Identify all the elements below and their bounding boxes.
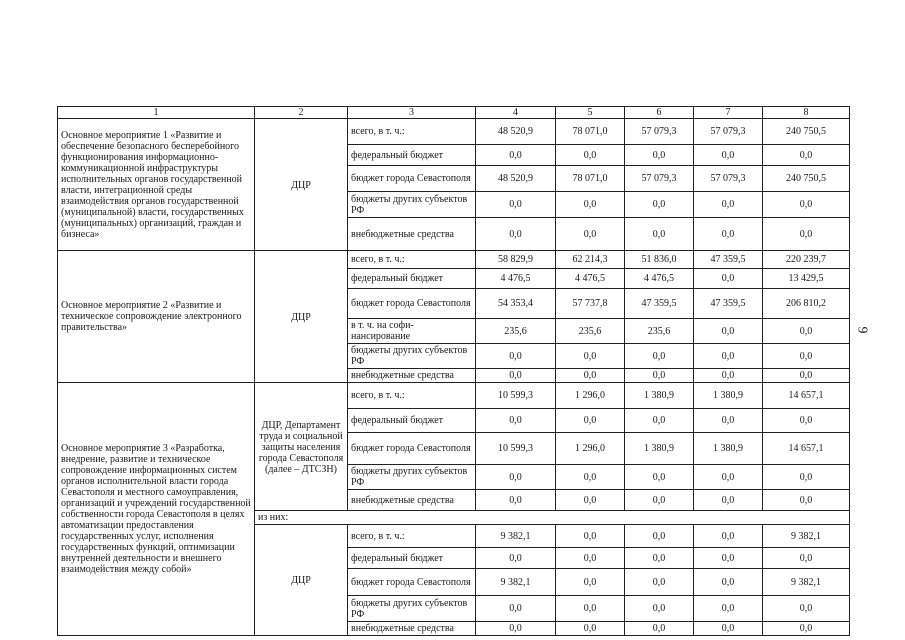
amount-cell: 78 071,0 bbox=[556, 119, 625, 145]
amount-cell: 0,0 bbox=[763, 192, 850, 218]
amount-cell: 62 214,3 bbox=[556, 251, 625, 269]
funding-source: бюджеты других субъектов РФ bbox=[348, 344, 476, 369]
amount-cell: 0,0 bbox=[556, 596, 625, 622]
amount-cell: 1 380,9 bbox=[694, 433, 763, 465]
amount-cell: 1 296,0 bbox=[556, 383, 625, 409]
activity-description: Основное мероприятие 2 «Развитие и техническое сопровождение электронного правительства» bbox=[58, 251, 255, 383]
amount-cell: 10 599,3 bbox=[476, 383, 556, 409]
amount-cell: 14 657,1 bbox=[763, 383, 850, 409]
funding-source: всего, в т. ч.: bbox=[348, 383, 476, 409]
amount-cell: 0,0 bbox=[625, 490, 694, 511]
amount-cell: 9 382,1 bbox=[763, 525, 850, 548]
header-cell: 4 bbox=[476, 107, 556, 119]
amount-cell: 0,0 bbox=[556, 465, 625, 490]
amount-cell: 0,0 bbox=[625, 344, 694, 369]
amount-cell: 0,0 bbox=[556, 548, 625, 569]
amount-cell: 0,0 bbox=[625, 145, 694, 166]
funding-source: федеральный бюджет bbox=[348, 548, 476, 569]
table-row bbox=[58, 251, 850, 269]
amount-cell: 57 079,3 bbox=[694, 119, 763, 145]
amount-cell: 0,0 bbox=[625, 569, 694, 596]
funding-source: всего, в т. ч.: bbox=[348, 251, 476, 269]
amount-cell: 9 382,1 bbox=[763, 569, 850, 596]
amount-cell: 0,0 bbox=[556, 622, 625, 636]
amount-cell: 0,0 bbox=[763, 490, 850, 511]
amount-cell: 0,0 bbox=[763, 369, 850, 383]
amount-cell: 1 296,0 bbox=[556, 433, 625, 465]
amount-cell: 0,0 bbox=[476, 344, 556, 369]
activity-description: Основное мероприятие 3 «Разработка, внедрение, развитие и техническое сопровождение информационных систем органов исполнительной власти города Севастополя и местного самоуправления, организаций и учреждений государственной собственности города Севастополя в целях автоматизации предоставления государственных услуг, исполнения государственных функций, оптимизации внутренней деятельности и внешнего взаимодействия между собой» bbox=[58, 383, 255, 636]
amount-cell: 0,0 bbox=[694, 490, 763, 511]
funding-source: бюджеты других субъектов РФ bbox=[348, 465, 476, 490]
page-number: 9 bbox=[854, 326, 870, 334]
funding-source: федеральный бюджет bbox=[348, 269, 476, 289]
amount-cell: 0,0 bbox=[625, 218, 694, 251]
amount-cell: 0,0 bbox=[694, 269, 763, 289]
amount-cell: 0,0 bbox=[556, 409, 625, 433]
funding-source: федеральный бюджет bbox=[348, 145, 476, 166]
funding-source: бюджет города Севастополя bbox=[348, 289, 476, 319]
funding-source: бюджеты других субъектов РФ bbox=[348, 596, 476, 622]
amount-cell: 1 380,9 bbox=[625, 433, 694, 465]
header-cell: 2 bbox=[255, 107, 348, 119]
amount-cell: 57 079,3 bbox=[625, 166, 694, 192]
amount-cell: 0,0 bbox=[763, 548, 850, 569]
amount-cell: 220 239,7 bbox=[763, 251, 850, 269]
amount-cell: 0,0 bbox=[476, 490, 556, 511]
funding-source: внебюджетные средства bbox=[348, 622, 476, 636]
executor: ДЦР bbox=[255, 119, 348, 251]
funding-source: федеральный бюджет bbox=[348, 409, 476, 433]
amount-cell: 235,6 bbox=[476, 319, 556, 344]
amount-cell: 0,0 bbox=[476, 409, 556, 433]
amount-cell: 0,0 bbox=[556, 490, 625, 511]
activity-description: Основное мероприятие 1 «Развитие и обеспечение безопасного бесперебойного функционирования информационно-коммуникационной инфраструктуры исполнительных органов государственной власти, интеграционной среды взаимодействия органов государственной (муниципальной) власти, государственных (муниципальных) организаций, граждан и бизнеса» bbox=[58, 119, 255, 251]
funding-source: внебюджетные средства bbox=[348, 369, 476, 383]
amount-cell: 0,0 bbox=[556, 192, 625, 218]
header-cell: 1 bbox=[58, 107, 255, 119]
executor: ДЦР bbox=[255, 525, 348, 636]
amount-cell: 0,0 bbox=[694, 525, 763, 548]
amount-cell: 0,0 bbox=[763, 465, 850, 490]
funding-source: бюджет города Севастополя bbox=[348, 569, 476, 596]
funding-source: внебюджетные средства bbox=[348, 218, 476, 251]
funding-source: бюджет города Севастополя bbox=[348, 433, 476, 465]
amount-cell: 0,0 bbox=[694, 569, 763, 596]
header-cell: 8 bbox=[763, 107, 850, 119]
amount-cell: 13 429,5 bbox=[763, 269, 850, 289]
header-row bbox=[58, 107, 850, 119]
amount-cell: 0,0 bbox=[763, 218, 850, 251]
amount-cell: 240 750,5 bbox=[763, 119, 850, 145]
amount-cell: 48 520,9 bbox=[476, 119, 556, 145]
amount-cell: 57 737,8 bbox=[556, 289, 625, 319]
amount-cell: 1 380,9 bbox=[625, 383, 694, 409]
amount-cell: 47 359,5 bbox=[694, 289, 763, 319]
funding-source: в т. ч. на софи-нансирование bbox=[348, 319, 476, 344]
amount-cell: 0,0 bbox=[476, 145, 556, 166]
amount-cell: 4 476,5 bbox=[476, 269, 556, 289]
amount-cell: 0,0 bbox=[625, 409, 694, 433]
header-cell: 3 bbox=[348, 107, 476, 119]
header-cell: 7 bbox=[694, 107, 763, 119]
amount-cell: 0,0 bbox=[694, 465, 763, 490]
amount-cell: 47 359,5 bbox=[625, 289, 694, 319]
amount-cell: 47 359,5 bbox=[694, 251, 763, 269]
header-cell: 6 bbox=[625, 107, 694, 119]
amount-cell: 57 079,3 bbox=[625, 119, 694, 145]
amount-cell: 0,0 bbox=[694, 596, 763, 622]
amount-cell: 0,0 bbox=[694, 192, 763, 218]
amount-cell: 9 382,1 bbox=[476, 569, 556, 596]
amount-cell: 0,0 bbox=[625, 596, 694, 622]
amount-cell: 0,0 bbox=[476, 465, 556, 490]
amount-cell: 0,0 bbox=[694, 548, 763, 569]
amount-cell: 58 829,9 bbox=[476, 251, 556, 269]
amount-cell: 57 079,3 bbox=[694, 166, 763, 192]
amount-cell: 51 836,0 bbox=[625, 251, 694, 269]
amount-cell: 0,0 bbox=[763, 409, 850, 433]
amount-cell: 0,0 bbox=[476, 596, 556, 622]
amount-cell: 0,0 bbox=[625, 548, 694, 569]
amount-cell: 0,0 bbox=[556, 344, 625, 369]
amount-cell: 0,0 bbox=[694, 145, 763, 166]
amount-cell: 0,0 bbox=[556, 369, 625, 383]
amount-cell: 14 657,1 bbox=[763, 433, 850, 465]
amount-cell: 4 476,5 bbox=[556, 269, 625, 289]
amount-cell: 48 520,9 bbox=[476, 166, 556, 192]
amount-cell: 0,0 bbox=[694, 369, 763, 383]
budget-table bbox=[57, 106, 850, 636]
amount-cell: 0,0 bbox=[694, 409, 763, 433]
amount-cell: 0,0 bbox=[694, 319, 763, 344]
amount-cell: 9 382,1 bbox=[476, 525, 556, 548]
amount-cell: 78 071,0 bbox=[556, 166, 625, 192]
funding-source: внебюджетные средства bbox=[348, 490, 476, 511]
amount-cell: 206 810,2 bbox=[763, 289, 850, 319]
amount-cell: 0,0 bbox=[625, 465, 694, 490]
amount-cell: 235,6 bbox=[625, 319, 694, 344]
amount-cell: 0,0 bbox=[694, 622, 763, 636]
header-cell: 5 bbox=[556, 107, 625, 119]
amount-cell: 0,0 bbox=[763, 145, 850, 166]
amount-cell: 1 380,9 bbox=[694, 383, 763, 409]
amount-cell: 10 599,3 bbox=[476, 433, 556, 465]
executor: ДЦР bbox=[255, 251, 348, 383]
amount-cell: 235,6 bbox=[556, 319, 625, 344]
amount-cell: 0,0 bbox=[625, 622, 694, 636]
amount-cell: 0,0 bbox=[476, 548, 556, 569]
amount-cell: 0,0 bbox=[556, 145, 625, 166]
table-row bbox=[58, 119, 850, 145]
executor: ДЦР, Департамент труда и социальной защиты населения города Севастополя (далее – ДТСЗН) bbox=[255, 383, 348, 511]
funding-source: бюджеты других субъектов РФ bbox=[348, 192, 476, 218]
funding-source: бюджет города Севастополя bbox=[348, 166, 476, 192]
amount-cell: 0,0 bbox=[476, 192, 556, 218]
amount-cell: 0,0 bbox=[625, 192, 694, 218]
amount-cell: 0,0 bbox=[556, 525, 625, 548]
funding-source: всего, в т. ч.: bbox=[348, 525, 476, 548]
subtotal-label: из них: bbox=[255, 511, 850, 525]
amount-cell: 54 353,4 bbox=[476, 289, 556, 319]
amount-cell: 0,0 bbox=[556, 218, 625, 251]
amount-cell: 0,0 bbox=[763, 319, 850, 344]
amount-cell: 0,0 bbox=[763, 596, 850, 622]
table-row bbox=[58, 383, 850, 409]
amount-cell: 0,0 bbox=[476, 218, 556, 251]
amount-cell: 240 750,5 bbox=[763, 166, 850, 192]
amount-cell: 0,0 bbox=[625, 525, 694, 548]
amount-cell: 0,0 bbox=[763, 622, 850, 636]
amount-cell: 0,0 bbox=[476, 622, 556, 636]
amount-cell: 0,0 bbox=[476, 369, 556, 383]
funding-source: всего, в т. ч.: bbox=[348, 119, 476, 145]
amount-cell: 0,0 bbox=[763, 344, 850, 369]
amount-cell: 0,0 bbox=[694, 218, 763, 251]
amount-cell: 0,0 bbox=[694, 344, 763, 369]
amount-cell: 0,0 bbox=[625, 369, 694, 383]
amount-cell: 4 476,5 bbox=[625, 269, 694, 289]
amount-cell: 0,0 bbox=[556, 569, 625, 596]
